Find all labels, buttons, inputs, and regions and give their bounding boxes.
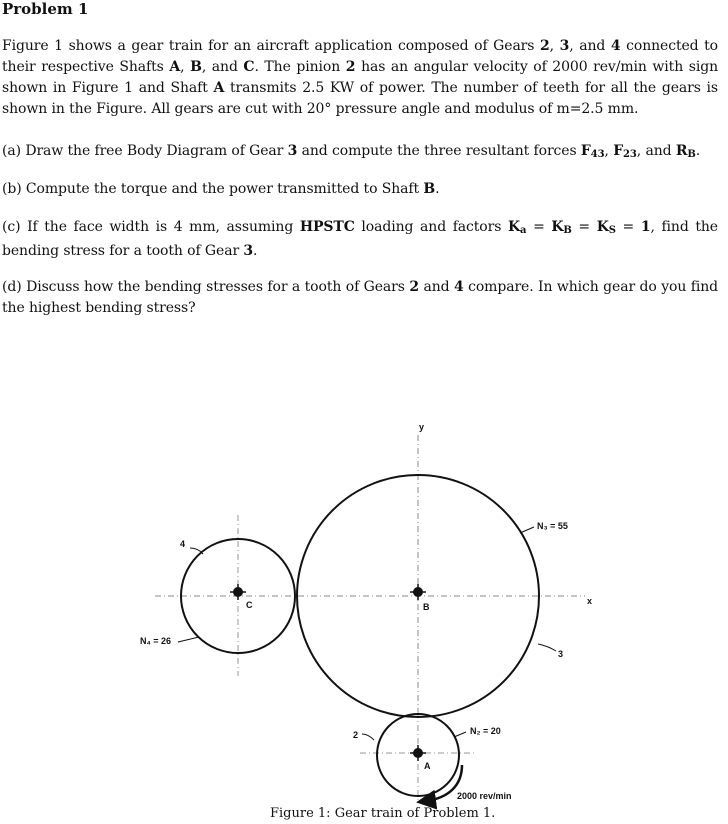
gear3-leader <box>538 644 556 651</box>
part-a: (a) Draw the free Body Diagram of Gear 3 and compute the three resultant forces $F_{43}$, $F_{23}$, and $R_B$. <box>2 143 701 160</box>
gear4-number: 4 <box>180 539 186 549</box>
shaft-c-marker <box>230 584 246 600</box>
x-axis-label: x <box>587 596 593 606</box>
shaft-c-label: C <box>246 600 253 610</box>
n2-label: N₂ = 20 <box>470 726 501 736</box>
n3-label: N₃ = 55 <box>537 521 568 531</box>
shaft-a-label: A <box>424 761 431 771</box>
n4-label: N₄ = 26 <box>140 636 172 646</box>
n3-leader <box>520 527 534 533</box>
y-axis-label: y <box>419 422 425 432</box>
problem-title: Problem 1 <box>2 0 89 18</box>
part-c: (c) If the face width is 4 mm, assuming HPSTC loading and factors $K_a = K_B = K_S = 1$, find the bending stress for a tooth of Gear 3. <box>2 219 718 259</box>
gear3-number: 3 <box>558 649 564 659</box>
part-b: (b) Compute the torque and the power transmitted to Shaft B. <box>2 181 440 197</box>
speed-label: 2000 rev/min <box>457 791 512 801</box>
shaft-b-label: B <box>423 602 430 612</box>
gear2-number: 2 <box>353 730 359 740</box>
n4-leader <box>178 637 199 642</box>
figure-caption: Figure 1: Gear train of Problem 1. <box>270 806 496 821</box>
n2-leader <box>454 732 466 737</box>
intro-paragraph: Figure 1 shows a gear train for an aircraft application composed of Gears 2, 3, and 4 connected to their respective Shafts A, B, and C. The pinion 2 has an angular velocity of 2000 rev/min with sign shown in Figure 1 and Shaft A transmits 2.5 KW of power. The number of teeth for all the gears is shown in the Figure. All gears are cut with 20° pressure angle and modulus of m=2.5 mm. <box>2 38 719 117</box>
part-d: (d) Discuss how the bending stresses for a tooth of Gears 2 and 4 compare. In which gear do you find the highest bending stress? <box>2 279 718 316</box>
shaft-b-marker <box>410 584 426 600</box>
shaft-a-marker <box>410 745 426 761</box>
gear2-leader <box>362 734 374 740</box>
